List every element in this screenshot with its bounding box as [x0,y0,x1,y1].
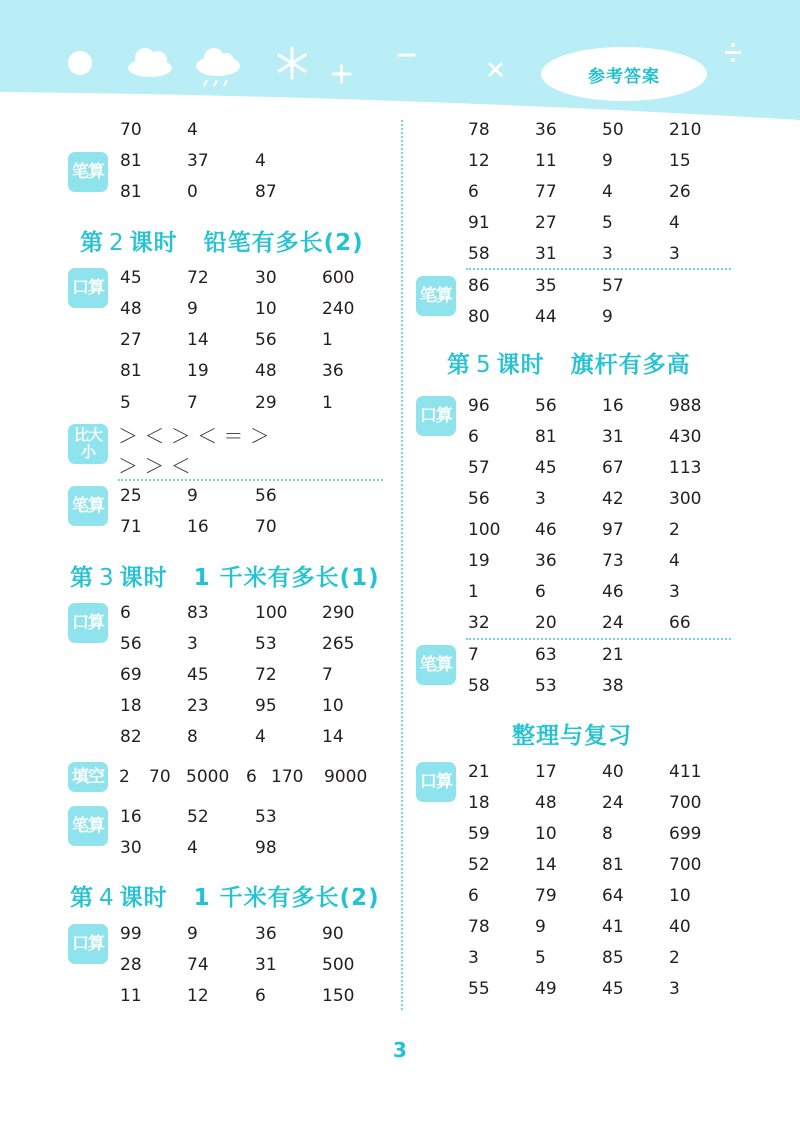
answer-value: 36 [535,551,557,571]
title-prefix: 第 [80,230,104,256]
answer-value: 1 [322,393,333,413]
answer-value: 52 [468,855,490,875]
answer-value: 77 [535,182,557,202]
answer-value: 58 [468,244,490,264]
answer-value: 7 [187,393,198,413]
answer-value: 100 [468,520,501,540]
answer-value: 45 [535,458,557,478]
answer-value: 48 [255,361,277,381]
answer-value: 5 [535,948,546,968]
answer-value: 46 [602,582,624,602]
answer-value: 56 [255,486,277,506]
answer-value: 78 [468,120,490,140]
answer-value: 53 [255,634,277,654]
section-separator [466,638,731,640]
answer-value: 42 [602,489,624,509]
answer-value: 79 [535,886,557,906]
answer-value: 11 [120,986,142,1006]
answer-value: 72 [255,665,277,685]
answer-value: 98 [255,838,277,858]
answer-value: 7 [322,665,333,685]
title-unit: 课时 [496,352,545,378]
answer-value: 8 [187,727,198,747]
section-separator [466,268,731,270]
answer-value: 4 [187,120,198,140]
answer-value: 7 [468,645,479,665]
answer-value: 5 [120,393,131,413]
title-name: 1 千米有多长(2) [193,885,380,911]
answer-value: 9 [187,299,198,319]
answer-value: 6 [468,427,479,447]
answer-value: 6 [468,182,479,202]
title-name: 铅笔有多长(2) [203,230,364,256]
answer-value: 6 [246,767,257,787]
answer-value: 1 [468,582,479,602]
answer-value: 30 [255,268,277,288]
answer-value: 24 [602,613,624,633]
answer-value: 1 [322,330,333,350]
answer-value: 14 [187,330,209,350]
title-num: 5 [476,352,492,378]
answer-value: 10 [535,824,557,844]
answer-value: 21 [602,645,624,665]
answer-value: 5 [602,213,613,233]
answer-value: 46 [535,520,557,540]
answer-value: 9 [602,151,613,171]
answer-value: 91 [468,213,490,233]
answer-value: 40 [669,917,691,937]
answer-value: 700 [669,793,702,813]
kousuan-badge: 口算 [68,924,108,964]
answer-value: 90 [322,924,344,944]
answer-value: 14 [322,727,344,747]
answer-value: 74 [187,955,209,975]
lesson-2-title [80,224,364,257]
answer-value: 150 [322,986,355,1006]
answer-value: 16 [187,517,209,537]
answer-value: 81 [602,855,624,875]
answer-value: 10 [255,299,277,319]
answer-value: 59 [468,824,490,844]
answer-value: 699 [669,824,702,844]
answer-value: 32 [468,613,490,633]
answer-value: 28 [120,955,142,975]
kousuan-badge: 口算 [416,396,456,436]
answer-value: 55 [468,979,490,999]
answer-value: 170 [271,767,304,787]
answer-value: 3 [669,979,680,999]
section-separator [118,479,383,481]
answer-value: 14 [535,855,557,875]
answer-value: 31 [255,955,277,975]
title-prefix: 第 [447,352,471,378]
answer-value: 27 [535,213,557,233]
answer-value: 6 [255,986,266,1006]
answer-value: 81 [120,361,142,381]
bisuan-badge: 笔算 [68,486,108,526]
answer-value: 48 [120,299,142,319]
answer-value: 49 [535,979,557,999]
answer-value: 45 [120,268,142,288]
answer-value: 3 [468,948,479,968]
answer-value: 45 [187,665,209,685]
answer-value: 10 [669,886,691,906]
answer-value: 36 [535,120,557,140]
answer-value: 113 [669,458,702,478]
answer-value: 430 [669,427,702,447]
answer-value: 4 [255,727,266,747]
answer-value: 3 [669,582,680,602]
answer-value: 2 [669,948,680,968]
answer-value: 18 [468,793,490,813]
answer-value: 83 [187,603,209,623]
answer-value: 0 [187,182,198,202]
answer-value: 23 [187,696,209,716]
answer-value: 988 [669,396,702,416]
answer-value: 6 [535,582,546,602]
bisuan-badge: 笔算 [416,645,456,685]
answer-value: 24 [602,793,624,813]
answer-value: 9 [187,924,198,944]
answer-value: 40 [602,762,624,782]
answer-value: 16 [120,807,142,827]
answer-value: 52 [187,807,209,827]
answer-value: 71 [120,517,142,537]
answer-value: 99 [120,924,142,944]
answer-value: 81 [120,182,142,202]
answer-value: 56 [535,396,557,416]
answer-value: 18 [120,696,142,716]
answer-value: 53 [255,807,277,827]
answer-value: 48 [535,793,557,813]
answer-value: 240 [322,299,355,319]
answer-value: 69 [120,665,142,685]
answer-value: 16 [602,396,624,416]
answer-value: 3 [187,634,198,654]
answer-value: 600 [322,268,355,288]
answer-value: 6 [468,886,479,906]
title-unit: 课时 [119,565,168,591]
answer-value: 36 [255,924,277,944]
title-num: 2 [109,230,125,256]
kousuan-badge: 口算 [68,603,108,643]
answer-value: 3 [535,489,546,509]
lesson-4-title [70,879,380,912]
tiankong-badge: 填空 [68,762,108,792]
answer-value: 41 [602,917,624,937]
answer-value: 78 [468,917,490,937]
answer-value: 4 [669,551,680,571]
answer-value: 56 [255,330,277,350]
answer-value: 70 [149,767,171,787]
answer-value: 30 [120,838,142,858]
bisuan-badge: 笔算 [416,276,456,316]
answer-value: 66 [669,613,691,633]
answer-value: 500 [322,955,355,975]
page-number: 3 [393,1038,407,1062]
answer-value: 50 [602,120,624,140]
answer-value: 3 [669,244,680,264]
answer-value: 36 [322,361,344,381]
answer-value: 35 [535,276,557,296]
comparison-line: ＞ ＞ ＜ [118,454,191,478]
answer-value: 57 [602,276,624,296]
answer-value: 4 [255,151,266,171]
sun-icon [68,51,92,75]
answer-value: 56 [468,489,490,509]
bisuan-badge: 笔算 [68,152,108,192]
answer-value: 290 [322,603,355,623]
answer-value: 11 [535,151,557,171]
answer-value: 300 [669,489,702,509]
answer-value: 700 [669,855,702,875]
answer-value: 56 [120,634,142,654]
title-prefix: 第 [70,885,94,911]
answer-value: 9 [535,917,546,937]
title-name: 1 千米有多长(1) [193,565,380,591]
answer-value: 12 [468,151,490,171]
answer-value: 26 [669,182,691,202]
comparison-line: ＞ ＜ ＞ ＜ ＝ ＞ [118,424,270,448]
answer-value: 80 [468,307,490,327]
answer-value: 85 [602,948,624,968]
answer-value: 4 [669,213,680,233]
title-num: 4 [99,885,115,911]
answer-value: 100 [255,603,288,623]
answer-value: 19 [187,361,209,381]
lesson-3-title [70,559,380,592]
answer-value: 5000 [186,767,230,787]
answer-value: 21 [468,762,490,782]
answer-value: 37 [187,151,209,171]
answer-value: 95 [255,696,277,716]
answer-value: 44 [535,307,557,327]
answer-value: 31 [535,244,557,264]
answer-value: 9 [187,486,198,506]
title-unit: 课时 [119,885,168,911]
answer-value: 2 [669,520,680,540]
answer-value: 10 [322,696,344,716]
answer-value: 97 [602,520,624,540]
header-banner [0,0,800,125]
title-unit: 课时 [129,230,178,256]
answer-value: 9000 [324,767,368,787]
answer-value: 73 [602,551,624,571]
answer-value: 15 [669,151,691,171]
page-header [0,0,800,125]
answer-value: 81 [535,427,557,447]
answer-value: 8 [602,824,613,844]
title-name: 旗杆有多高 [570,352,691,378]
answer-value: 9 [602,307,613,327]
lesson-5-title [447,346,691,379]
answer-value: 45 [602,979,624,999]
answer-value: 17 [535,762,557,782]
answer-value: 57 [468,458,490,478]
answer-value: 38 [602,676,624,696]
answer-value: 63 [535,645,557,665]
answer-value: 411 [669,762,702,782]
answer-value: 86 [468,276,490,296]
answer-value: 25 [120,486,142,506]
answer-value: 70 [120,120,142,140]
kousuan-badge: 口算 [68,268,108,308]
kousuan-badge: 口算 [416,762,456,802]
review-title: 整理与复习 [512,723,632,749]
answer-value: 27 [120,330,142,350]
answer-value: 82 [120,727,142,747]
bidaxiao-badge: 比大小 [68,424,108,464]
answer-value: 4 [187,838,198,858]
title-num: 3 [99,565,115,591]
answer-value: 29 [255,393,277,413]
answer-value: 265 [322,634,355,654]
answer-value: 20 [535,613,557,633]
answer-value: 12 [187,986,209,1006]
answer-value: 31 [602,427,624,447]
answer-value: 6 [120,603,131,623]
header-title: 参考答案 [588,67,660,87]
answer-value: 210 [669,120,702,140]
bisuan-badge: 笔算 [68,806,108,846]
answer-value: 4 [602,182,613,202]
answer-value: 64 [602,886,624,906]
answer-value: 81 [120,151,142,171]
title-prefix: 第 [70,565,94,591]
answer-value: 53 [535,676,557,696]
answer-value: 96 [468,396,490,416]
answer-value: 70 [255,517,277,537]
answer-value: 19 [468,551,490,571]
answer-value: 72 [187,268,209,288]
answer-value: 3 [602,244,613,264]
answer-value: 67 [602,458,624,478]
column-divider [401,120,403,1010]
answer-value: 87 [255,182,277,202]
answer-value: 58 [468,676,490,696]
answer-value: 2 [119,767,130,787]
